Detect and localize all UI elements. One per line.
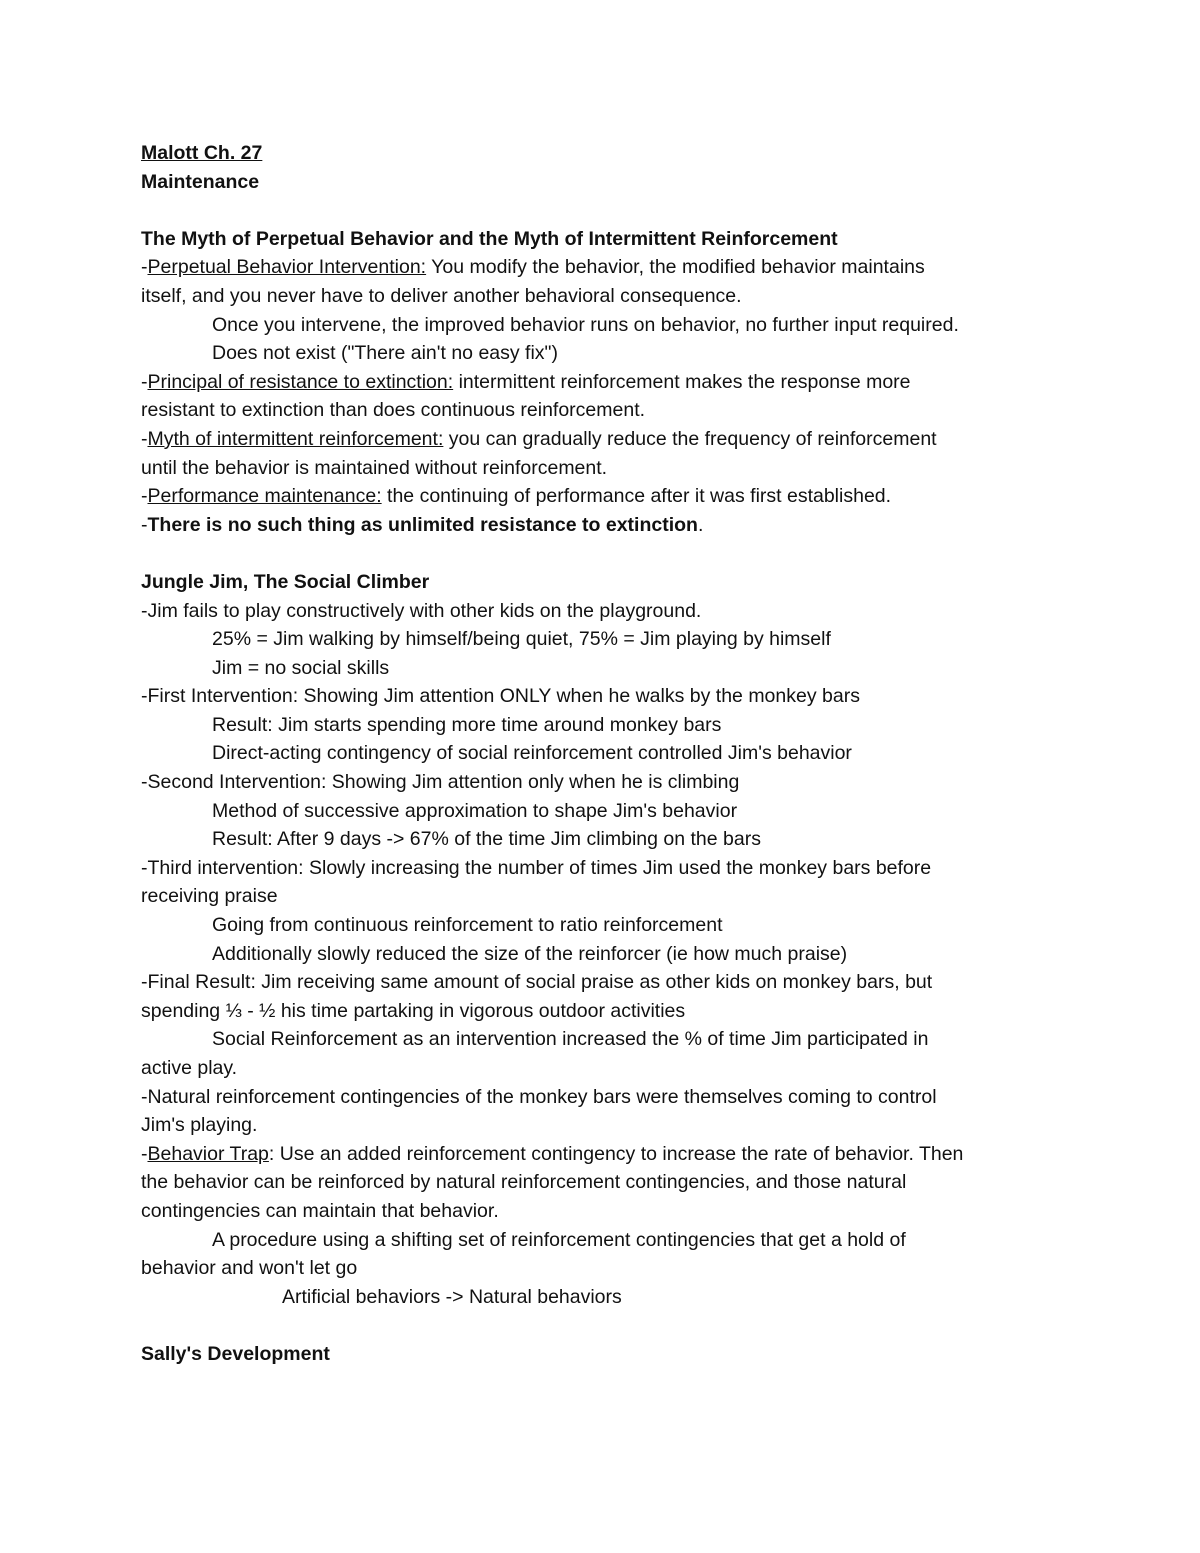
paragraph-continuation: behavior and won't let go: [141, 1257, 358, 1280]
spacer: [141, 1311, 1081, 1340]
section-heading-sally: Sally's Development: [141, 1342, 330, 1365]
definition-text: You modify the behavior, the modified behavior maintains: [426, 256, 925, 279]
definition-text: intermittent reinforcement makes the response more: [453, 370, 911, 393]
spacer: [141, 539, 1081, 568]
document-body: [141, 139, 1081, 1369]
list-item: -Jim fails to play constructively with other kids on the playground.: [141, 599, 702, 622]
paragraph-continuation: itself, and you never have to deliver another behavioral consequence.: [141, 284, 742, 307]
indented-note: Additionally slowly reduced the size of the reinforcer (ie how much praise): [212, 942, 848, 965]
indented-note: Once you intervene, the improved behavior runs on behavior, no further input required.: [212, 313, 959, 336]
indented-note: Result: After 9 days -> 67% of the time Jim climbing on the bars: [212, 828, 761, 851]
paragraph-resistance-extinction: -Principal of resistance to extinction: intermittent reinforcement makes the response more: [141, 370, 911, 393]
definition-text: : Use an added reinforcement contingency to increase the rate of behavior. Then: [268, 1142, 964, 1165]
indented-note: 25% = Jim walking by himself/being quiet, 75% = Jim playing by himself: [212, 628, 831, 651]
paragraph-performance-maintenance: -Performance maintenance: the continuing of performance after it was first established.: [141, 485, 892, 508]
paragraph-continuation: the behavior can be reinforced by natural reinforcement contingencies, and those natural: [141, 1171, 907, 1194]
indented-note: Direct-acting contingency of social reinforcement controlled Jim's behavior: [212, 742, 852, 765]
term-resistance-extinction: Principal of resistance to extinction:: [147, 370, 454, 393]
term-myth-intermittent: Myth of intermittent reinforcement:: [147, 427, 444, 450]
term-perpetual-behavior: Perpetual Behavior Intervention:: [147, 256, 427, 279]
paragraph-behavior-trap: -Behavior Trap: Use an added reinforcement contingency to increase the rate of behavior. Then: [141, 1142, 964, 1165]
definition-text: the continuing of performance after it was first established.: [381, 485, 892, 508]
section-heading-jungle-jim: Jungle Jim, The Social Climber: [141, 570, 430, 593]
paragraph-perpetual-behavior: -Perpetual Behavior Intervention: You modify the behavior, the modified behavior maintains: [141, 256, 925, 279]
document-title: Malott Ch. 27: [141, 142, 263, 164]
bold-statement: There is no such thing as unlimited resistance to extinction: [147, 513, 698, 536]
paragraph-myth-intermittent: -Myth of intermittent reinforcement: you can gradually reduce the frequency of reinforcement: [141, 427, 937, 450]
list-item: -Final Result: Jim receiving same amount of social praise as other kids on monkey bars, but: [141, 971, 933, 994]
paragraph-continuation: receiving praise: [141, 885, 278, 908]
paragraph-continuation: contingencies can maintain that behavior.: [141, 1199, 499, 1222]
paragraph-continuation: Jim's playing.: [141, 1114, 258, 1137]
list-item: -First Intervention: Showing Jim attention ONLY when he walks by the monkey bars: [141, 685, 860, 708]
indented-note: Going from continuous reinforcement to ratio reinforcement: [212, 914, 723, 937]
spacer: [141, 196, 1081, 225]
indented-note: Method of successive approximation to shape Jim's behavior: [212, 799, 738, 822]
paragraph-continuation: spending ⅓ - ½ his time partaking in vigorous outdoor activities: [141, 999, 686, 1022]
indented-note: Result: Jim starts spending more time around monkey bars: [212, 713, 722, 736]
list-item: -Natural reinforcement contingencies of the monkey bars were themselves coming to control: [141, 1085, 937, 1108]
section-heading-myth: The Myth of Perpetual Behavior and the Myth of Intermittent Reinforcement: [141, 227, 838, 250]
definition-text: you can gradually reduce the frequency of reinforcement: [443, 427, 937, 450]
indented-note: Artificial behaviors -> Natural behaviors: [282, 1285, 622, 1308]
indented-note: Does not exist ("There ain't no easy fix"): [212, 342, 558, 365]
document-subtitle: Maintenance: [141, 170, 260, 193]
paragraph-continuation: until the behavior is maintained without reinforcement.: [141, 456, 608, 479]
term-performance-maintenance: Performance maintenance:: [147, 485, 382, 508]
paragraph-no-unlimited: -There is no such thing as unlimited resistance to extinction.: [141, 513, 704, 536]
indented-note: Jim = no social skills: [212, 656, 390, 679]
indented-note: Social Reinforcement as an intervention increased the % of time Jim participated in: [212, 1028, 929, 1051]
list-item: -Second Intervention: Showing Jim attention only when he is climbing: [141, 771, 740, 794]
paragraph-continuation: active play.: [141, 1057, 238, 1079]
term-behavior-trap: Behavior Trap: [147, 1142, 269, 1165]
list-item: -Third intervention: Slowly increasing the number of times Jim used the monkey bars before: [141, 856, 932, 879]
paragraph-continuation: resistant to extinction than does continuous reinforcement.: [141, 399, 646, 422]
indented-note: A procedure using a shifting set of reinforcement contingencies that get a hold of: [212, 1228, 906, 1251]
